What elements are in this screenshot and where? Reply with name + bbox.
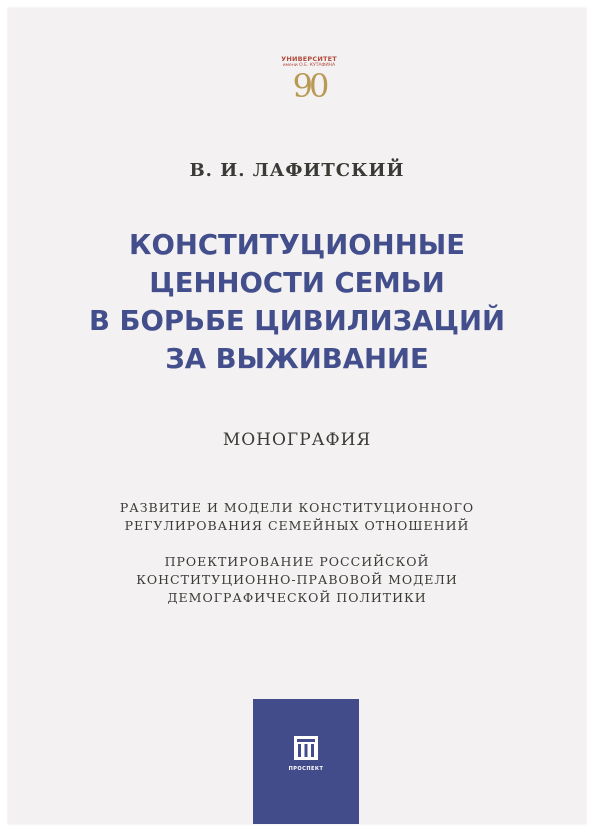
subtitle-line: КОНСТИТУЦИОННО-ПРАВОВОЙ МОДЕЛИ	[136, 572, 458, 587]
genre-label: МОНОГРАФИЯ	[222, 430, 372, 450]
university-logo-subname: имени О.Е. КУТАФИНА	[282, 63, 336, 68]
university-logo-name: УНИВЕРСИТЕТ	[281, 55, 337, 63]
author-name: В. И. ЛАФИТСКИЙ	[189, 160, 405, 181]
title-line: ЗА ВЫЖИВАНИЕ	[165, 343, 429, 375]
title-line: В БОРЬБЕ ЦИВИЛИЗАЦИЙ	[88, 305, 506, 337]
subtitle-block-2	[0, 553, 594, 607]
subtitle-line: ДЕМОГРАФИЧЕСКОЙ ПОЛИТИКИ	[167, 590, 427, 605]
subtitle-block-1	[0, 499, 594, 535]
university-logo	[281, 56, 337, 110]
publisher-name: ПРОСПЕКТ	[288, 766, 324, 772]
subtitle-line: РЕГУЛИРОВАНИЯ СЕМЕЙНЫХ ОТНОШЕНИЙ	[124, 518, 470, 533]
publisher-logo-icon	[293, 735, 319, 761]
university-logo-number: 90	[292, 67, 326, 105]
title-line: ЦЕННОСТИ СЕМЬИ	[149, 267, 445, 299]
publisher-block	[253, 699, 359, 824]
title-line: КОНСТИТУЦИОННЫЕ	[128, 229, 465, 261]
book-title	[0, 226, 594, 378]
subtitle-line: РАЗВИТИЕ И МОДЕЛИ КОНСТИТУЦИОННОГО	[119, 500, 475, 515]
subtitle-line: ПРОЕКТИРОВАНИЕ РОССИЙСКОЙ	[164, 554, 430, 569]
